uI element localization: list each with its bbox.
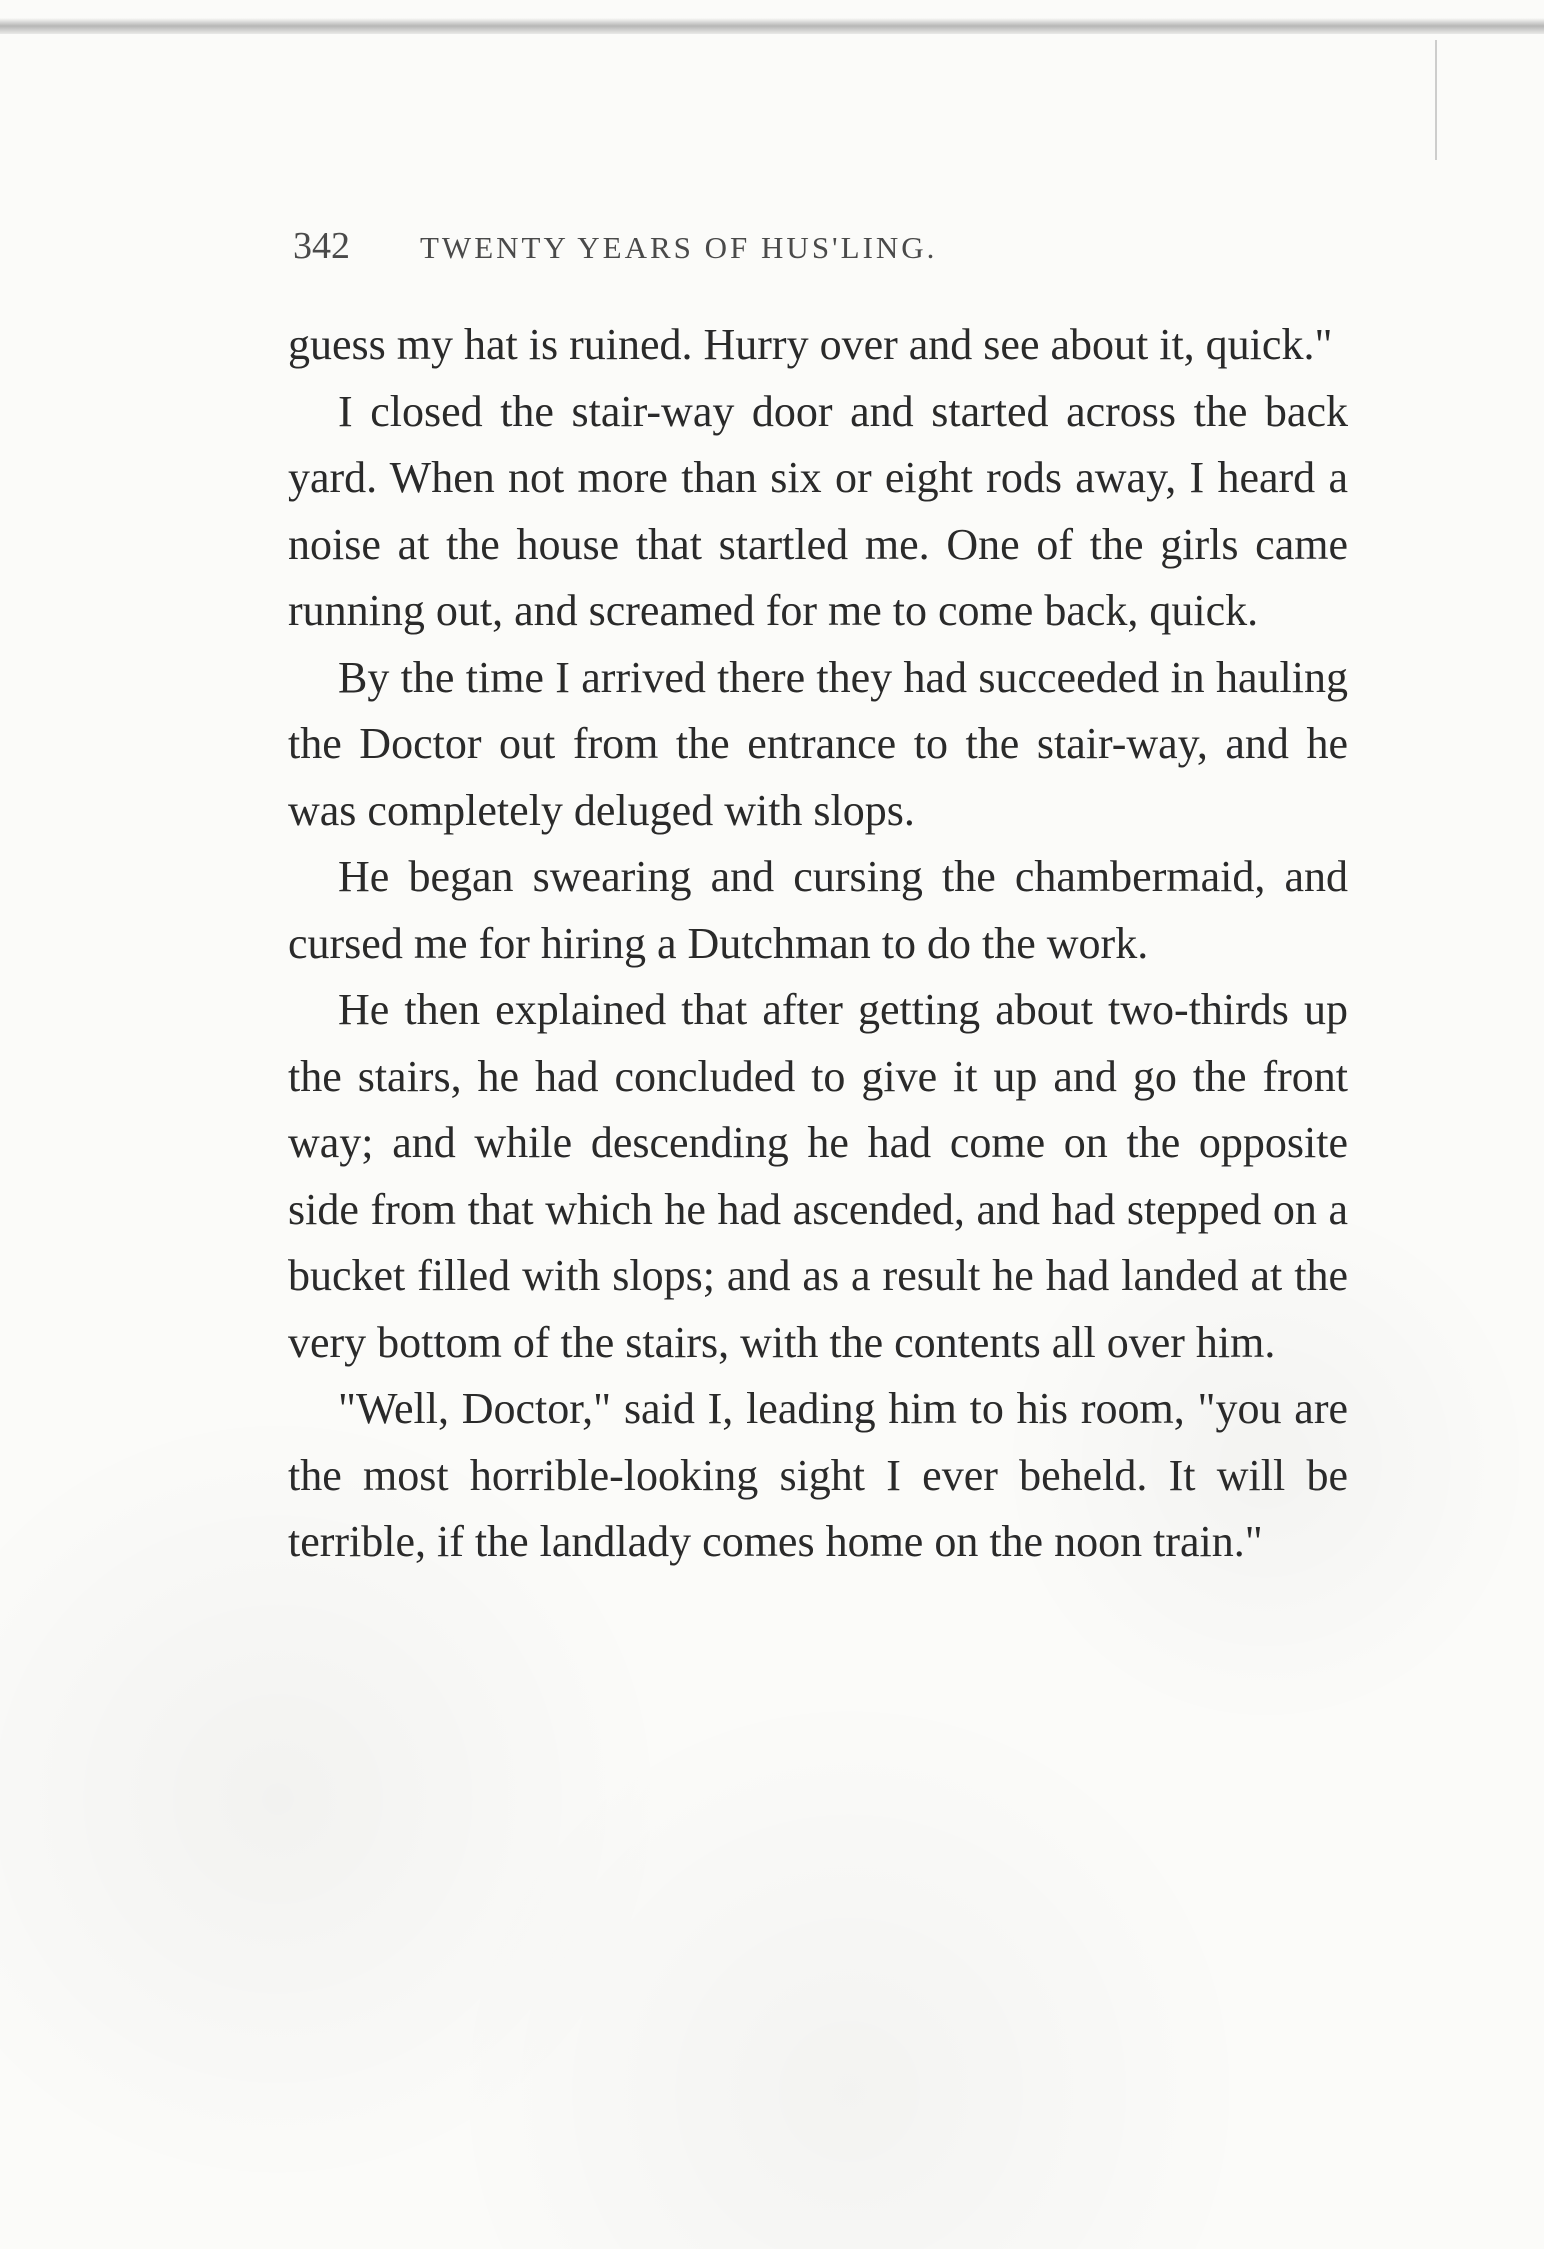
paragraph-2: I closed the stair-way door and started across the back yard. When not more than six or eight rods away, I heard a noise at the house that startled me. One of the girls came running out, and screamed for me to come back, quick. bbox=[288, 386, 1348, 635]
paragraph-1: guess my hat is ruined. Hurry over and see about it, quick." bbox=[288, 320, 1333, 369]
paragraph-4: He began swearing and cursing the chambermaid, and cursed me for hiring a Dutchman to do the work. bbox=[288, 852, 1348, 968]
paragraph-3: By the time I arrived there they had succeeded in hauling the Doctor out from the entrance to the stair-way, and he was completely deluged with slops. bbox=[288, 652, 1348, 835]
page-number: 342 bbox=[293, 225, 350, 267]
page-right-edge bbox=[1435, 40, 1437, 160]
page-header bbox=[293, 224, 1343, 284]
running-head: TWENTY YEARS OF HUS'LING. bbox=[420, 230, 938, 265]
body-text bbox=[288, 312, 1348, 1576]
page-top-edge bbox=[0, 18, 1544, 34]
paragraph-6: "Well, Doctor," said I, leading him to his room, "you are the most horrible-looking sight I ever beheld. It will be terrible, if the landlady comes home on the noon train." bbox=[288, 1384, 1348, 1566]
paragraph-5: He then explained that after getting about two-thirds up the stairs, he had concluded to give it up and go the front way; and while descending he had come on the opposite side from that which he had ascended, and had stepped on a bucket filled with slops; and as a result he had landed at the very bottom of the stairs, with the contents all over him. bbox=[288, 985, 1348, 1367]
